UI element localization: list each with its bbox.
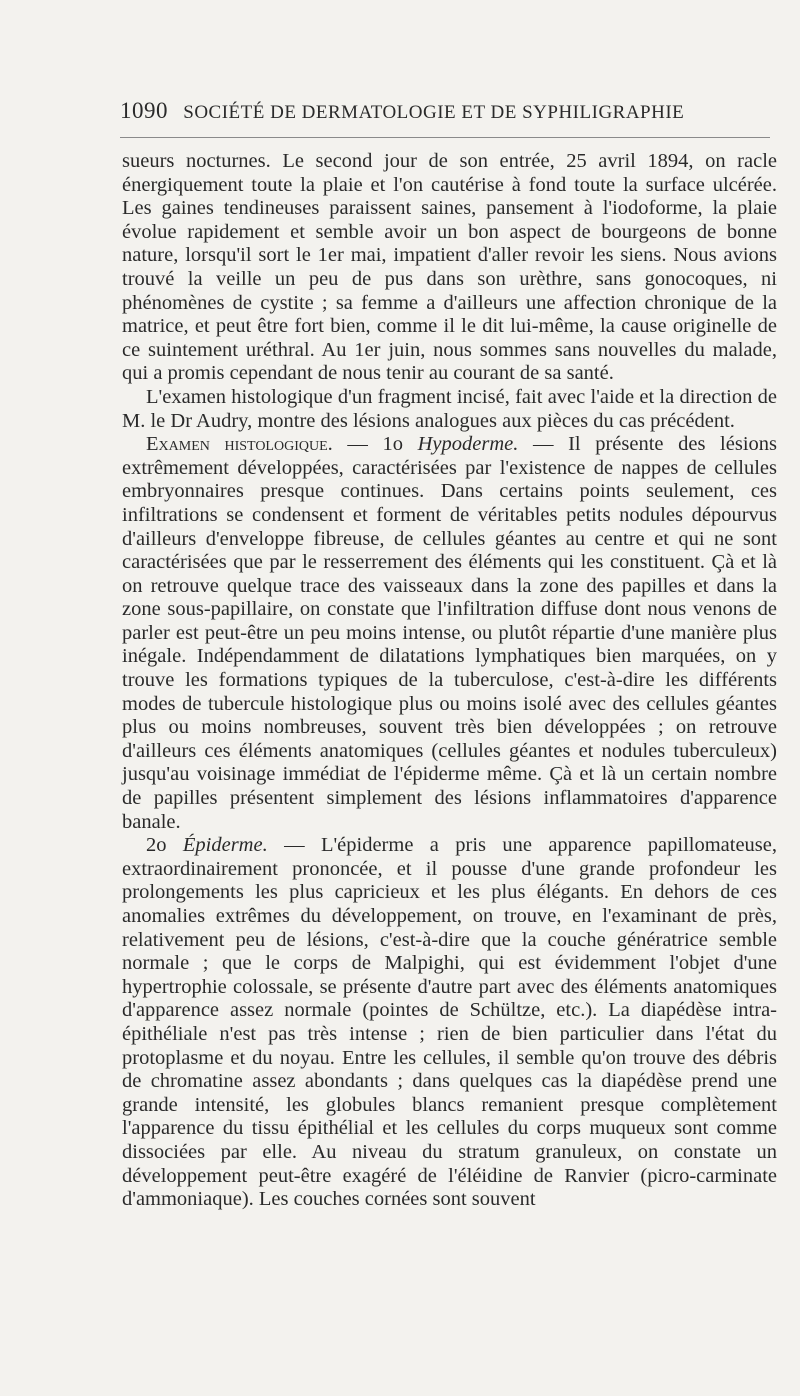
paragraph-1-text: sueurs nocturnes. Le second jour de son entrée, 25 avril 1894, on racle énergiquement toute la plaie et l'on cautérise à fond toute la surface ulcérée. Les gaines tendineuses paraissent saines, pansement à l'iodoforme, la plaie évolue rapidement et semble avoir un bon aspect de bourgeons de bonne nature, lorsqu'il sort le 1er mai, impatient d'aller revoir les siens. Nous avions trouvé la veille un peu de pus dans son urèthre, sans gonocoques, ni phénomènes de cystite ; sa femme a d'ailleurs une affection chronique de la matrice, et peut être fort bien, comme il le dit lui-même, la cause originelle de ce suintement uréthral. Au 1er juin, nous sommes sans nouvelles du malade, qui a promis cependant de nous tenir au courant de sa santé. [122,150,777,385]
paragraph-3-lead: — 1o [332,433,418,456]
paragraph-2 [122,386,777,433]
paragraph-3 [122,433,777,834]
body-text [122,150,777,1212]
running-header [120,98,770,124]
running-title: SOCIÉTÉ DE DERMATOLOGIE ET DE SYPHILIGRAPHIE [183,102,685,123]
subheading-hypoderme: Hypoderme. [417,433,519,456]
paragraph-4-text: — L'épiderme a pris une apparence papillomateuse, extraordinairement prononcée, et il pousse d'une grande profondeur les prolongements les plus capricieux et les plus élégants. En dehors de ces anomalies extrêmes du développement, on trouve, en l'examinant de près, relativement peu de lésions, c'est-à-dire que la couche génératrice semble normale ; que le corps de Malpighi, qui est évidemment l'objet d'une hypertrophie colossale, se présente d'autre part avec des éléments anatomiques d'apparence assez normale (pointes de Schültze, etc.). La diapédèse intra-épithéliale n'est pas très intense ; rien de bien particulier dans l'état du protoplasme et du noyau. Entre les cellules, il semble qu'on trouve des débris de chromatine assez abondants ; dans quelques cas la diapédèse prend une grande intensité, les globules blancs remanient presque complètement l'apparence du tissu épithélial et les cellules du corps muqueux sont comme dissociées par elle. Au niveau du stratum granuleux, on constate un développement peut-être exagéré de l'éléidine de Ranvier (picro-carminate d'ammoniaque). Les couches cornées sont souvent [122,834,777,1211]
section-heading-examen: Examen histologique. [146,433,333,456]
paragraph-2-text: L'examen histologique d'un fragment incisé, fait avec l'aide et la direction de M. le Dr Audry, montre des lésions analogues aux pièces du cas précédent. [122,385,777,432]
header-rule [120,137,770,138]
paragraph-4 [122,834,777,1212]
subheading-epiderme: Épiderme. [182,834,268,857]
paragraph-3-text: — Il présente des lésions extrêmement développées, caractérisées par l'existence de nappes de cellules embryonnaires presque continues. Dans certains points seulement, ces infiltrations se condensent et forment de véritables petits nodules dépourvus d'ailleurs d'enveloppe fibreuse, de cellules géantes au centre et qui ne sont caractérisées que par le resserrement des éléments qui les constituent. Çà et là on retrouve quelque trace des vaisseaux dans la zone des papilles et dans la zone sous-papillaire, on constate que l'infiltration diffuse dont nous venons de parler est peut-être un peu moins intense, ou plutôt répartie d'une manière plus inégale. Indépendamment de dilatations lymphatiques bien marquées, on y trouve les formations typiques de la tuberculose, c'est-à-dire les différents modes de tubercule histologique plus ou moins isolé avec des cellules géantes plus ou moins nombreuses, souvent très bien développées ; on retrouve d'ailleurs ces éléments anatomiques (cellules géantes et nodules tuberculeux) jusqu'au voisinage immédiat de l'épiderme même. Çà et là un certain nombre de papilles présentent simplement des lésions inflammatoires d'apparence banale. [122,433,777,833]
paragraph-4-lead: 2o [146,834,183,857]
page-number: 1090 [120,98,168,123]
paragraph-1 [122,150,777,386]
